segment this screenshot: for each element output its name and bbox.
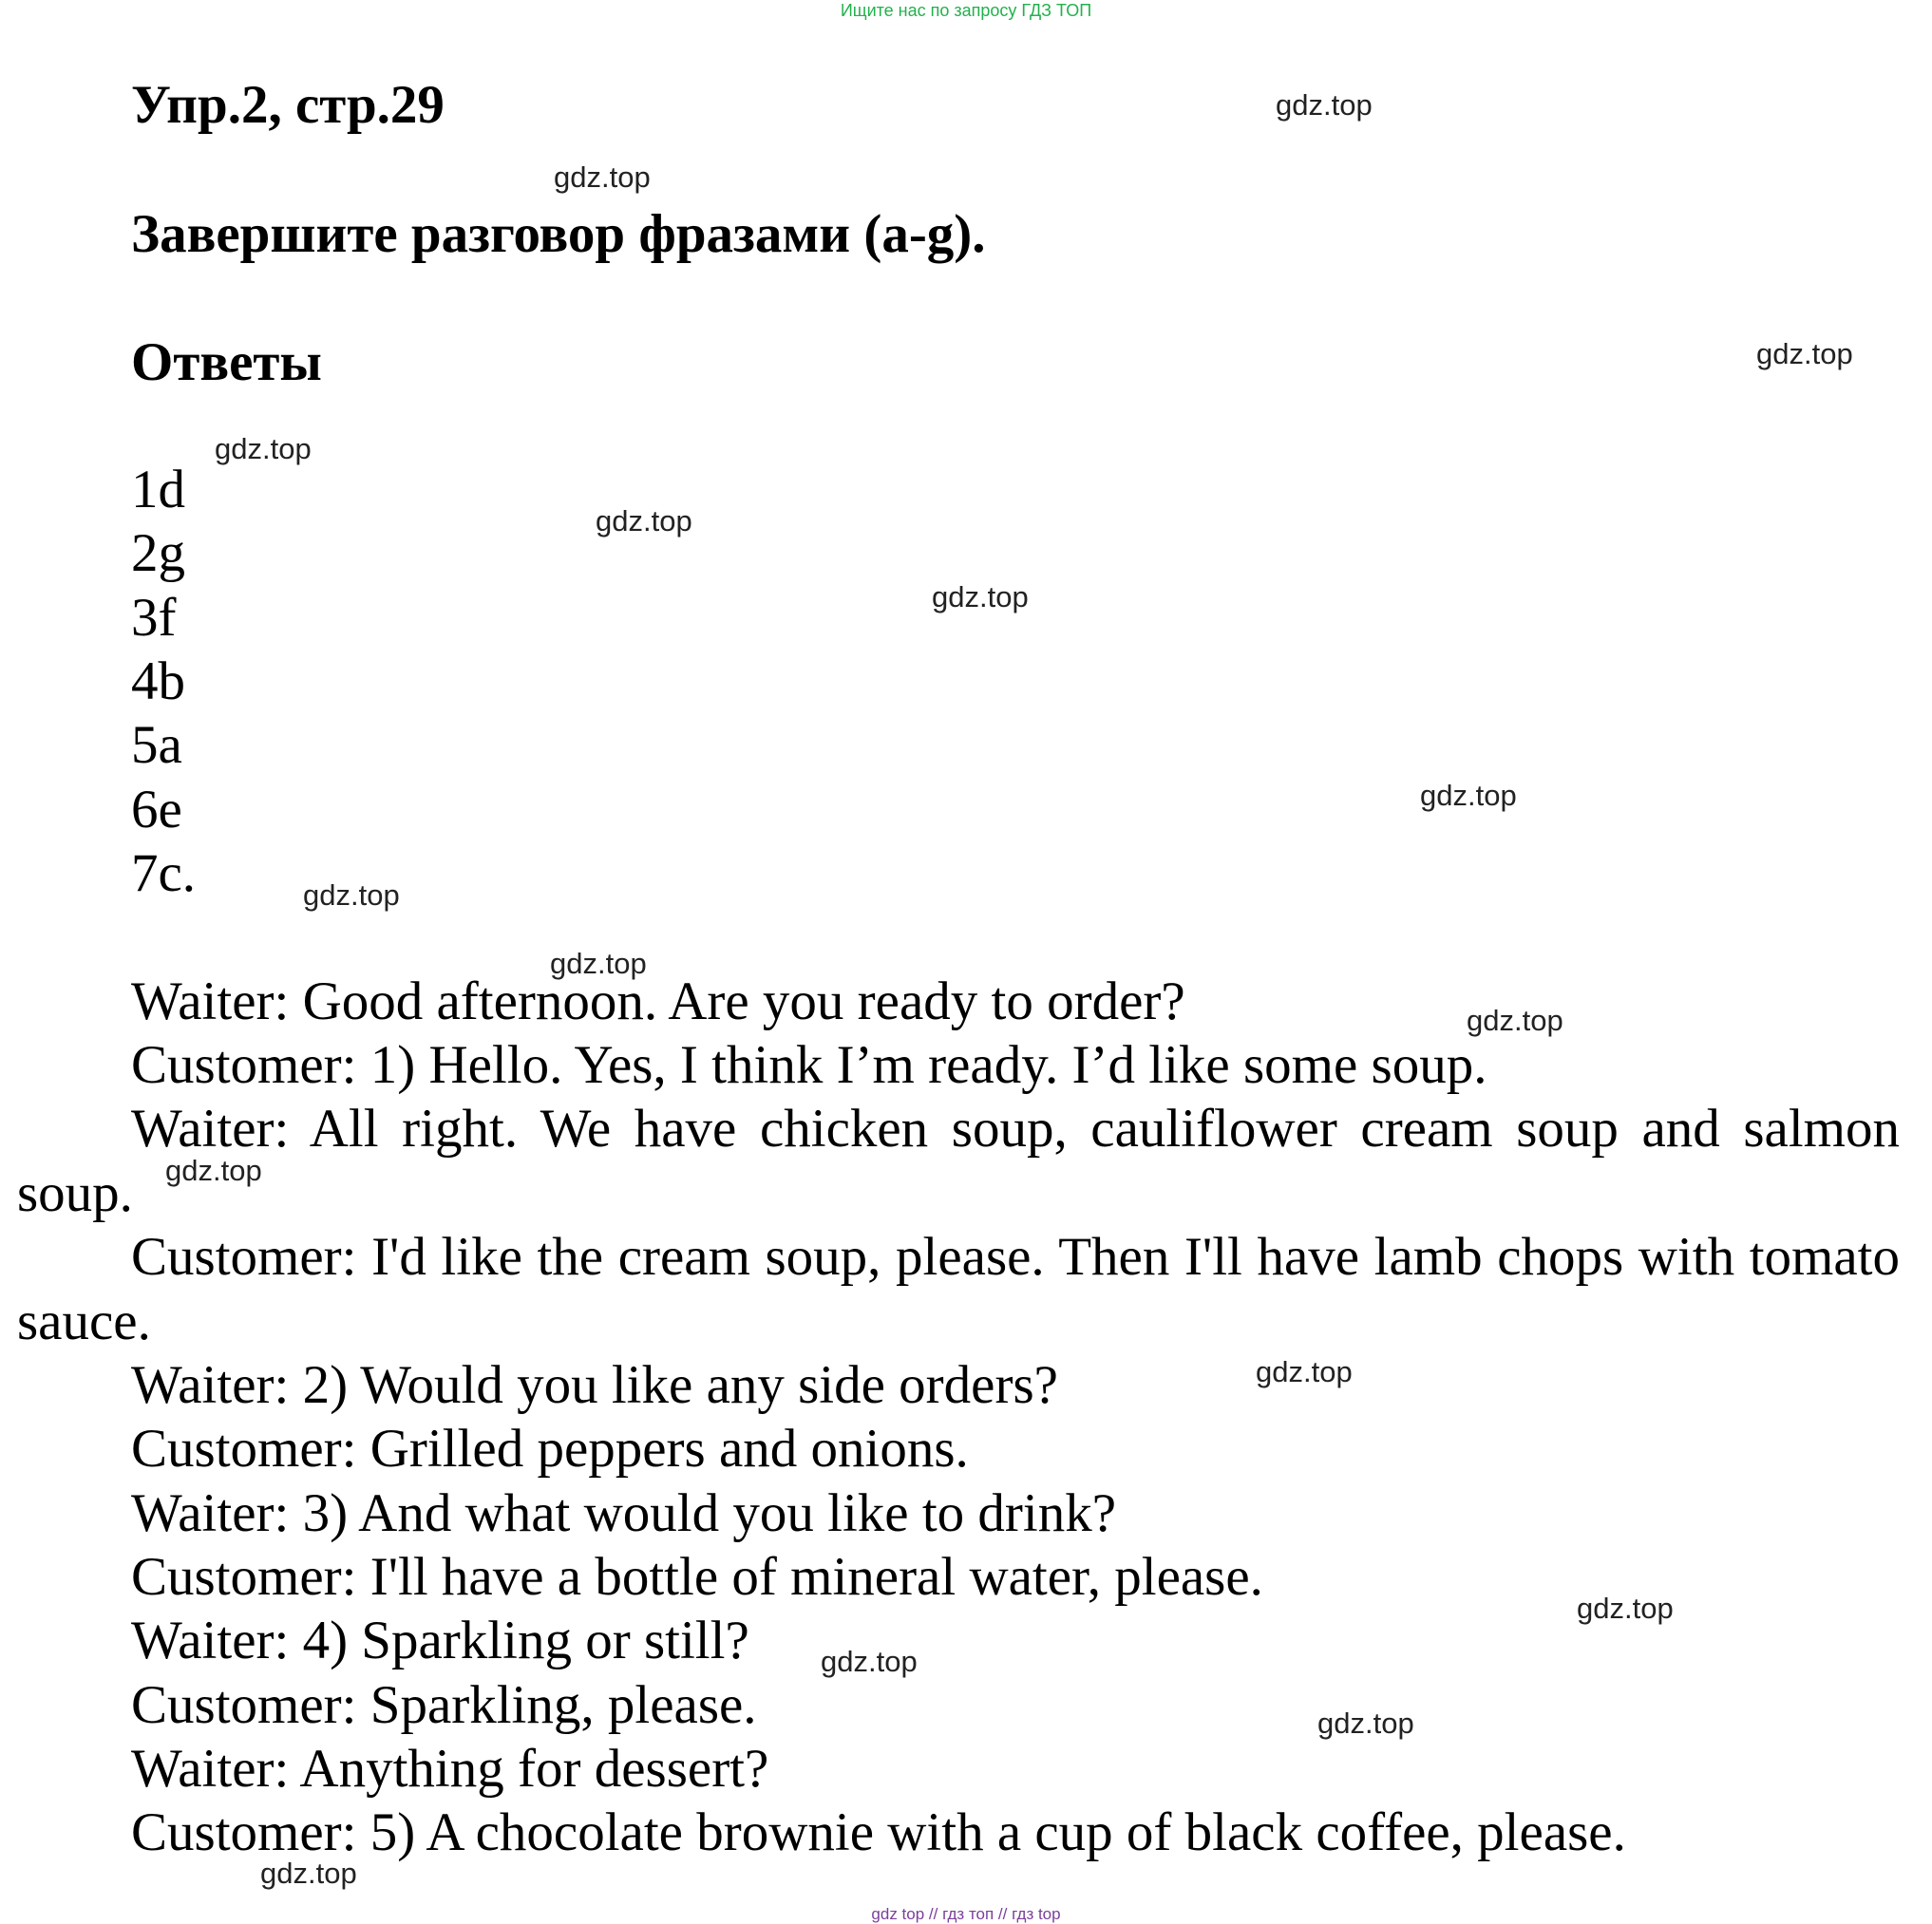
watermark: gdz.top [165,1154,262,1187]
watermark: gdz.top [1756,337,1853,370]
dialogue-line-customer: Customer: 5) A chocolate brownie with a cup of black coffee, please. [131,1802,1626,1862]
answers-heading: Ответы [131,332,322,392]
watermark: gdz.top [554,160,651,194]
watermark: gdz.top [932,580,1029,613]
watermark: gdz.top [1256,1355,1353,1388]
footer-watermark: gdz top // гдз топ // гдз top [871,1905,1061,1923]
watermark: gdz.top [550,947,647,980]
answer-item: 4b [131,651,185,711]
watermark: gdz.top [596,504,692,538]
watermark: gdz.top [1276,88,1373,122]
watermark: gdz.top [821,1645,918,1678]
watermark: gdz.top [303,878,400,912]
dialogue-line-waiter: Waiter: 4) Sparkling or still? [131,1611,749,1670]
watermark: gdz.top [260,1857,357,1890]
dialogue-line-waiter: Waiter: 3) And what would you like to drink? [131,1483,1117,1543]
dialogue-line-customer: Customer: Grilled peppers and onions. [131,1419,969,1479]
answer-item: 3f [131,588,177,648]
answer-item: 2g [131,523,185,583]
task-instruction: Завершите разговор фразами (a-g). [131,204,986,264]
dialogue-line-waiter: Waiter: 2) Would you like any side orders? [131,1355,1058,1415]
watermark: gdz.top [1317,1707,1414,1740]
answer-item: 1d [131,460,185,519]
dialogue-line-waiter: Waiter: Good afternoon. Are you ready to order? [131,971,1185,1031]
exercise-title: Упр.2, стр.29 [131,75,445,135]
dialogue-line-customer: Customer: 1) Hello. Yes, I think I’m ready. I’d like some soup. [131,1035,1487,1095]
dialogue-line-customer: Customer: Sparkling, please. [131,1675,757,1735]
watermark: gdz.top [1467,1004,1563,1037]
dialogue-line-waiter: Waiter: Anything for dessert? [131,1739,769,1799]
answer-item: 6e [131,780,182,839]
watermark: gdz.top [1420,779,1517,812]
answer-item: 7c. [131,843,197,903]
search-banner: Ищите нас по запросу ГДЗ ТОП [840,1,1092,20]
dialogue-line-customer: Customer: I'll have a bottle of mineral water, please. [131,1547,1263,1607]
answer-item: 5a [131,715,182,775]
dialogue-line-customer: Customer: I'd like the cream soup, please. Then I'll have lamb chops with tomato sauce. [17,1227,1900,1351]
dialogue-line-waiter: Waiter: All right. We have chicken soup, cauliflower cream soup and salmon soup. [17,1099,1900,1223]
watermark: gdz.top [215,432,312,465]
watermark: gdz.top [1577,1592,1674,1625]
